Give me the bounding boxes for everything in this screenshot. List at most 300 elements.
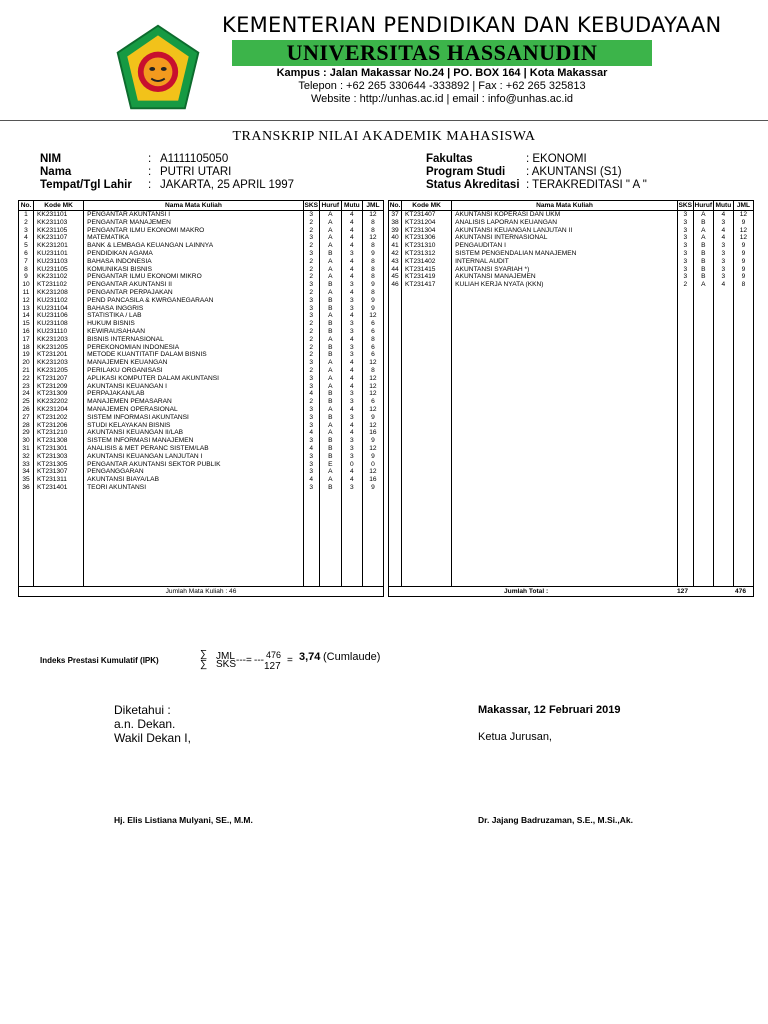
cell-no: 30 (19, 437, 34, 445)
cell-nama: HUKUM BISNIS (84, 320, 304, 328)
cell-huruf: A (319, 219, 341, 227)
cell-huruf: A (319, 227, 341, 235)
empty-cell (713, 289, 733, 587)
cell-huruf: A (693, 234, 713, 242)
transcript-table-left (18, 200, 384, 587)
cell-mutu: 3 (713, 242, 733, 250)
cell-kode: KK231203 (34, 336, 84, 344)
cell-sks: 2 (303, 320, 319, 328)
cell-mutu: 3 (341, 398, 362, 406)
cell-sks: 3 (303, 281, 319, 289)
cell-sks: 3 (303, 461, 319, 469)
cell-nama: PENGANTAR PERPAJAKAN (84, 289, 304, 297)
cell-sks: 2 (303, 328, 319, 336)
cell-nama: BISNIS INTERNASIONAL (84, 336, 304, 344)
nama-label: Nama (40, 166, 72, 178)
cell-no: 12 (19, 297, 34, 305)
cell-kode: KT231417 (402, 281, 452, 289)
cell-huruf: B (319, 328, 341, 336)
cell-jml: 8 (362, 273, 383, 281)
cell-nama: BAHASA INDONESIA (84, 258, 304, 266)
cell-huruf: B (319, 320, 341, 328)
table-row (19, 461, 384, 469)
cell-no: 13 (19, 305, 34, 313)
cell-sks: 2 (303, 266, 319, 274)
cell-no: 8 (19, 266, 34, 274)
cell-kode: KK231102 (34, 273, 84, 281)
empty-cell (389, 289, 402, 587)
cell-no: 36 (19, 484, 34, 492)
cell-kode: KT231304 (402, 227, 452, 235)
sign-left-name: Hj. Elis Listiana Mulyani, SE., M.M. (114, 815, 253, 825)
cell-no: 9 (19, 273, 34, 281)
cell-mutu: 4 (341, 312, 362, 320)
campus-address: Kampus : Jalan Makassar No.24 | PO. BOX 164 | Kota Makassar (276, 67, 608, 79)
ipk-denominator: 127 (264, 661, 281, 672)
table-row (19, 445, 384, 453)
cell-kode: KK232202 (34, 398, 84, 406)
cell-mutu: 3 (341, 328, 362, 336)
cell-kode: KT231210 (34, 429, 84, 437)
cell-sks: 2 (303, 227, 319, 235)
cell-no: 24 (19, 390, 34, 398)
cell-sks: 3 (677, 273, 693, 281)
cell-mutu: 4 (341, 242, 362, 250)
cell-no: 3 (19, 227, 34, 235)
cell-kode: KT231207 (34, 375, 84, 383)
cell-mutu: 3 (713, 266, 733, 274)
cell-nama: AKUNTANSI KOPERASI DAN UKM (452, 211, 678, 219)
cell-sks: 2 (303, 344, 319, 352)
cell-huruf: A (319, 468, 341, 476)
cell-kode: KT231202 (34, 414, 84, 422)
cell-nama: PEND PANCASILA & KWRGANEGARAAN (84, 297, 304, 305)
table-row (19, 351, 384, 359)
status-label: Status Akreditasi (426, 179, 520, 191)
cell-mutu: 4 (341, 359, 362, 367)
cell-huruf: B (319, 445, 341, 453)
cell-nama: SISTEM INFORMASI AKUNTANSI (84, 414, 304, 422)
table-row (19, 328, 384, 336)
cell-jml: 6 (362, 398, 383, 406)
table-row (19, 336, 384, 344)
cell-huruf: B (693, 242, 713, 250)
cell-mutu: 3 (713, 273, 733, 281)
cell-sks: 2 (303, 273, 319, 281)
cell-kode: KT231307 (34, 468, 84, 476)
col-jml: JML (362, 201, 383, 211)
nama-colon: : (148, 166, 152, 178)
cell-huruf: B (319, 414, 341, 422)
ipk-eq-2: = (287, 655, 293, 666)
cell-no: 44 (389, 266, 402, 274)
cell-mutu: 3 (713, 219, 733, 227)
cell-huruf: A (319, 367, 341, 375)
cell-mutu: 3 (341, 390, 362, 398)
cell-mutu: 4 (341, 476, 362, 484)
prodi-value: : AKUNTANSI (S1) (526, 166, 622, 178)
cell-sks: 3 (303, 250, 319, 258)
cell-no: 2 (19, 219, 34, 227)
table-row (19, 266, 384, 274)
sign-known: Diketahui : (114, 703, 171, 717)
cell-kode: KK231205 (34, 367, 84, 375)
cell-kode: KT231209 (34, 383, 84, 391)
cell-huruf: A (319, 234, 341, 242)
cell-jml: 12 (733, 234, 753, 242)
cell-nama: MANAJEMEN OPERASIONAL (84, 406, 304, 414)
contact-phone: Telepon : +62 265 330644 -333892 | Fax : +62 265 325813 (298, 80, 586, 92)
cell-huruf: B (693, 273, 713, 281)
cell-huruf: A (693, 281, 713, 289)
cell-huruf: A (319, 422, 341, 430)
cell-no: 11 (19, 289, 34, 297)
cell-kode: KU231108 (34, 320, 84, 328)
cell-nama: SISTEM PENGENDALIAN MANAJEMEN (452, 250, 678, 258)
col-huruf: Huruf (694, 202, 713, 209)
fakultas-label: Fakultas (426, 153, 473, 165)
table-row (19, 227, 384, 235)
cell-no: 25 (19, 398, 34, 406)
contact-website: Website : http://unhas.ac.id | email : info@unhas.ac.id (310, 93, 574, 105)
cell-no: 5 (19, 242, 34, 250)
cell-jml: 8 (362, 336, 383, 344)
header-divider (0, 120, 768, 121)
cell-mutu: 4 (341, 266, 362, 274)
cell-mutu: 4 (341, 367, 362, 375)
cell-jml: 8 (362, 219, 383, 227)
cell-sks: 3 (303, 359, 319, 367)
table-row (19, 476, 384, 484)
total-label: Jumlah Total : (504, 588, 549, 595)
cell-kode: KK231203 (34, 359, 84, 367)
table-row (19, 250, 384, 258)
cell-sks: 3 (677, 234, 693, 242)
cell-nama: BANK & LEMBAGA KEUANGAN LAINNYA (84, 242, 304, 250)
cell-mutu: 3 (341, 250, 362, 258)
cell-sks: 4 (303, 445, 319, 453)
cell-nama: AKUNTANSI SYARIAH *) (452, 266, 678, 274)
cell-no: 18 (19, 344, 34, 352)
table-row (19, 398, 384, 406)
ipk-dashes-left: --- (236, 655, 246, 666)
cell-no: 38 (389, 219, 402, 227)
cell-huruf: A (319, 476, 341, 484)
cell-sks: 3 (303, 211, 319, 219)
cell-kode: KK231205 (34, 344, 84, 352)
table-row (19, 312, 384, 320)
cell-kode: KK231103 (34, 219, 84, 227)
nama-value: PUTRI UTARI (160, 166, 232, 178)
cell-no: 27 (19, 414, 34, 422)
cell-huruf: A (319, 273, 341, 281)
cell-huruf: B (693, 258, 713, 266)
total-jml: 476 (735, 588, 747, 595)
cell-nama: PENDIDIKAN AGAMA (84, 250, 304, 258)
cell-kode: KK231208 (34, 289, 84, 297)
cell-kode: KK231107 (34, 234, 84, 242)
cell-mutu: 4 (341, 289, 362, 297)
cell-nama: AKUNTANSI MANAJEMEN (452, 273, 678, 281)
cell-jml: 12 (362, 312, 383, 320)
cell-sks: 3 (303, 468, 319, 476)
cell-no: 17 (19, 336, 34, 344)
cell-huruf: A (319, 242, 341, 250)
cell-mutu: 4 (341, 211, 362, 219)
cell-sks: 3 (303, 383, 319, 391)
cell-sks: 3 (303, 484, 319, 492)
cell-no: 16 (19, 328, 34, 336)
cell-no: 7 (19, 258, 34, 266)
cell-mutu: 4 (713, 227, 733, 235)
table-row (389, 273, 754, 281)
table-row (19, 383, 384, 391)
cell-kode: KT231204 (402, 219, 452, 227)
cell-sks: 3 (303, 422, 319, 430)
cell-kode: KT231312 (402, 250, 452, 258)
cell-no: 1 (19, 211, 34, 219)
transcript-table-right (388, 200, 754, 587)
cell-sks: 3 (303, 453, 319, 461)
cell-mutu: 4 (341, 219, 362, 227)
cell-jml: 9 (362, 414, 383, 422)
cell-nama: PERPAJAKAN/LAB (84, 390, 304, 398)
cell-nama: PENGANTAR MANAJEMEN (84, 219, 304, 227)
cell-huruf: B (693, 219, 713, 227)
cell-kode: KU231106 (34, 312, 84, 320)
empty-cell (693, 289, 713, 587)
cell-kode: KT231305 (34, 461, 84, 469)
cell-kode: KK231201 (34, 242, 84, 250)
empty-cell (303, 492, 319, 587)
cell-nama: SISTEM INFORMASI MANAJEMEN (84, 437, 304, 445)
cell-no: 34 (19, 468, 34, 476)
table-row (19, 289, 384, 297)
cell-kode: KT231402 (402, 258, 452, 266)
cell-jml: 8 (362, 289, 383, 297)
cell-mutu: 4 (341, 383, 362, 391)
status-value: : TERAKREDITASI " A " (526, 179, 647, 191)
university-emblem-icon (110, 20, 206, 116)
empty-cell (362, 492, 383, 587)
cell-kode: KK231105 (34, 227, 84, 235)
cell-kode: KT231310 (402, 242, 452, 250)
cell-huruf: B (693, 266, 713, 274)
cell-mutu: 4 (713, 234, 733, 242)
col-kode: Kode MK (402, 201, 452, 211)
cell-jml: 8 (362, 227, 383, 235)
total-courses-footer: Jumlah Mata Kuliah : 46 (18, 586, 384, 597)
table-row (19, 468, 384, 476)
cell-sks: 3 (303, 312, 319, 320)
cell-jml: 9 (733, 242, 753, 250)
cell-mutu: 4 (341, 375, 362, 383)
cell-jml: 12 (362, 211, 383, 219)
cell-kode: KK231204 (34, 406, 84, 414)
cell-kode: KT231303 (34, 453, 84, 461)
cell-jml: 12 (362, 468, 383, 476)
cell-no: 42 (389, 250, 402, 258)
cell-nama: AKUNTANSI KEUANGAN LANJUTAN II (452, 227, 678, 235)
cell-jml: 9 (362, 250, 383, 258)
cell-huruf: A (319, 359, 341, 367)
cell-kode: KU231103 (34, 258, 84, 266)
nim-colon: : (148, 153, 152, 165)
cell-kode: KT231401 (34, 484, 84, 492)
cell-kode: KT231311 (34, 476, 84, 484)
col-sks: SKS (678, 202, 693, 209)
cell-nama: KULIAH KERJA NYATA (KKN) (452, 281, 678, 289)
col-kode: Kode MK (34, 201, 84, 211)
cell-sks: 2 (303, 351, 319, 359)
cell-jml: 6 (362, 344, 383, 352)
empty-cell (19, 492, 34, 587)
table-row (389, 242, 754, 250)
cell-no: 15 (19, 320, 34, 328)
table-row (19, 414, 384, 422)
table-row (389, 211, 754, 219)
cell-jml: 16 (362, 476, 383, 484)
cell-huruf: A (319, 375, 341, 383)
cell-jml: 9 (362, 305, 383, 313)
cell-huruf: B (693, 250, 713, 258)
total-footer (388, 586, 754, 597)
ipk-dashes-right: --- (254, 655, 264, 666)
table-row (19, 367, 384, 375)
cell-jml: 12 (733, 227, 753, 235)
cell-sks: 3 (303, 414, 319, 422)
cell-huruf: A (319, 312, 341, 320)
cell-nama: PENGANTAR ILMU EKONOMI MAKRO (84, 227, 304, 235)
cell-huruf: A (319, 289, 341, 297)
cell-nama: STATISTIKA / LAB (84, 312, 304, 320)
cell-no: 21 (19, 367, 34, 375)
cell-huruf: A (319, 406, 341, 414)
cell-jml: 12 (362, 375, 383, 383)
cell-mutu: 4 (341, 273, 362, 281)
cell-mutu: 3 (341, 344, 362, 352)
cell-mutu: 3 (713, 258, 733, 266)
cell-no: 45 (389, 273, 402, 281)
cell-nama: STUDI KELAYAKAN BISNIS (84, 422, 304, 430)
cell-no: 43 (389, 258, 402, 266)
empty-cell (452, 289, 678, 587)
cell-jml: 6 (362, 328, 383, 336)
cell-mutu: 3 (341, 445, 362, 453)
cell-sks: 2 (303, 336, 319, 344)
cell-nama: APLIKASI KOMPUTER DALAM AKUNTANSI (84, 375, 304, 383)
cell-mutu: 3 (341, 305, 362, 313)
cell-kode: KU231104 (34, 305, 84, 313)
cell-mutu: 3 (341, 320, 362, 328)
cell-kode: KT231308 (34, 437, 84, 445)
cell-kode: KT231407 (402, 211, 452, 219)
cell-kode: KT231301 (34, 445, 84, 453)
cell-no: 29 (19, 429, 34, 437)
table-row (19, 219, 384, 227)
cell-kode: KT231419 (402, 273, 452, 281)
table-row (19, 453, 384, 461)
cell-mutu: 3 (341, 351, 362, 359)
cell-no: 37 (389, 211, 402, 219)
cell-mutu: 4 (341, 468, 362, 476)
ipk-label: Indeks Prestasi Kumulatif (IPK) (40, 656, 159, 665)
col-no: No. (19, 201, 34, 211)
cell-huruf: B (319, 398, 341, 406)
cell-nama: INTERNAL AUDIT (452, 258, 678, 266)
sign-date: Makassar, 12 Februari 2019 (478, 704, 621, 716)
cell-sks: 2 (303, 219, 319, 227)
cell-nama: MANAJEMEN PEMASARAN (84, 398, 304, 406)
cell-huruf: A (319, 336, 341, 344)
cell-mutu: 4 (341, 406, 362, 414)
cell-kode: KU231110 (34, 328, 84, 336)
cell-no: 26 (19, 406, 34, 414)
table-row (19, 242, 384, 250)
cell-nama: PERILAKU ORGANISASI (84, 367, 304, 375)
cell-nama: AKUNTANSI KEUANGAN LANJUTAN I (84, 453, 304, 461)
cell-huruf: B (319, 390, 341, 398)
table-row (19, 297, 384, 305)
col-nama: Nama Mata Kuliah (452, 201, 678, 211)
empty-cell (733, 289, 753, 587)
cell-mutu: 4 (341, 234, 362, 242)
cell-huruf: A (693, 227, 713, 235)
cell-jml: 12 (362, 383, 383, 391)
cell-huruf: A (319, 266, 341, 274)
cell-sks: 3 (303, 437, 319, 445)
col-mutu: Mutu (713, 201, 733, 211)
cell-jml: 8 (362, 242, 383, 250)
cell-mutu: 4 (341, 227, 362, 235)
table-row (389, 281, 754, 289)
nim-label: NIM (40, 153, 62, 165)
col-huruf: Huruf (319, 201, 341, 211)
ipk-sigma-bottom: ∑ (200, 659, 208, 670)
cell-huruf: E (319, 461, 341, 469)
cell-jml: 8 (362, 367, 383, 375)
cell-nama: PENGANTAR ILMU EKONOMI MIKRO (84, 273, 304, 281)
empty-cell (402, 289, 452, 587)
cell-sks: 3 (303, 234, 319, 242)
cell-sks: 2 (303, 398, 319, 406)
col-no: No. (389, 202, 401, 209)
cell-nama: MANAJEMEN KEUANGAN (84, 359, 304, 367)
cell-jml: 12 (362, 359, 383, 367)
cell-mutu: 3 (341, 414, 362, 422)
cell-nama: AKUNTANSI KEUANGAN II/LAB (84, 429, 304, 437)
cell-huruf: B (319, 297, 341, 305)
cell-huruf: B (319, 281, 341, 289)
cell-sks: 3 (303, 375, 319, 383)
cell-kode: KT231102 (34, 281, 84, 289)
total-sks: 127 (677, 588, 689, 595)
university-name: UNIVERSITAS HASSANUDIN (232, 40, 652, 66)
empty-cell (319, 492, 341, 587)
cell-kode: KU231105 (34, 266, 84, 274)
table-filler-row (19, 492, 384, 587)
cell-sks: 2 (303, 289, 319, 297)
table-row (19, 359, 384, 367)
ipk-predicate: (Cumlaude) (323, 651, 381, 663)
cell-sks: 2 (303, 242, 319, 250)
table-row (19, 422, 384, 430)
col-jml: JML (733, 201, 753, 211)
ipk-numerator: 476 (266, 650, 282, 660)
cell-sks: 3 (677, 250, 693, 258)
cell-sks: 3 (677, 219, 693, 227)
table-row (19, 281, 384, 289)
